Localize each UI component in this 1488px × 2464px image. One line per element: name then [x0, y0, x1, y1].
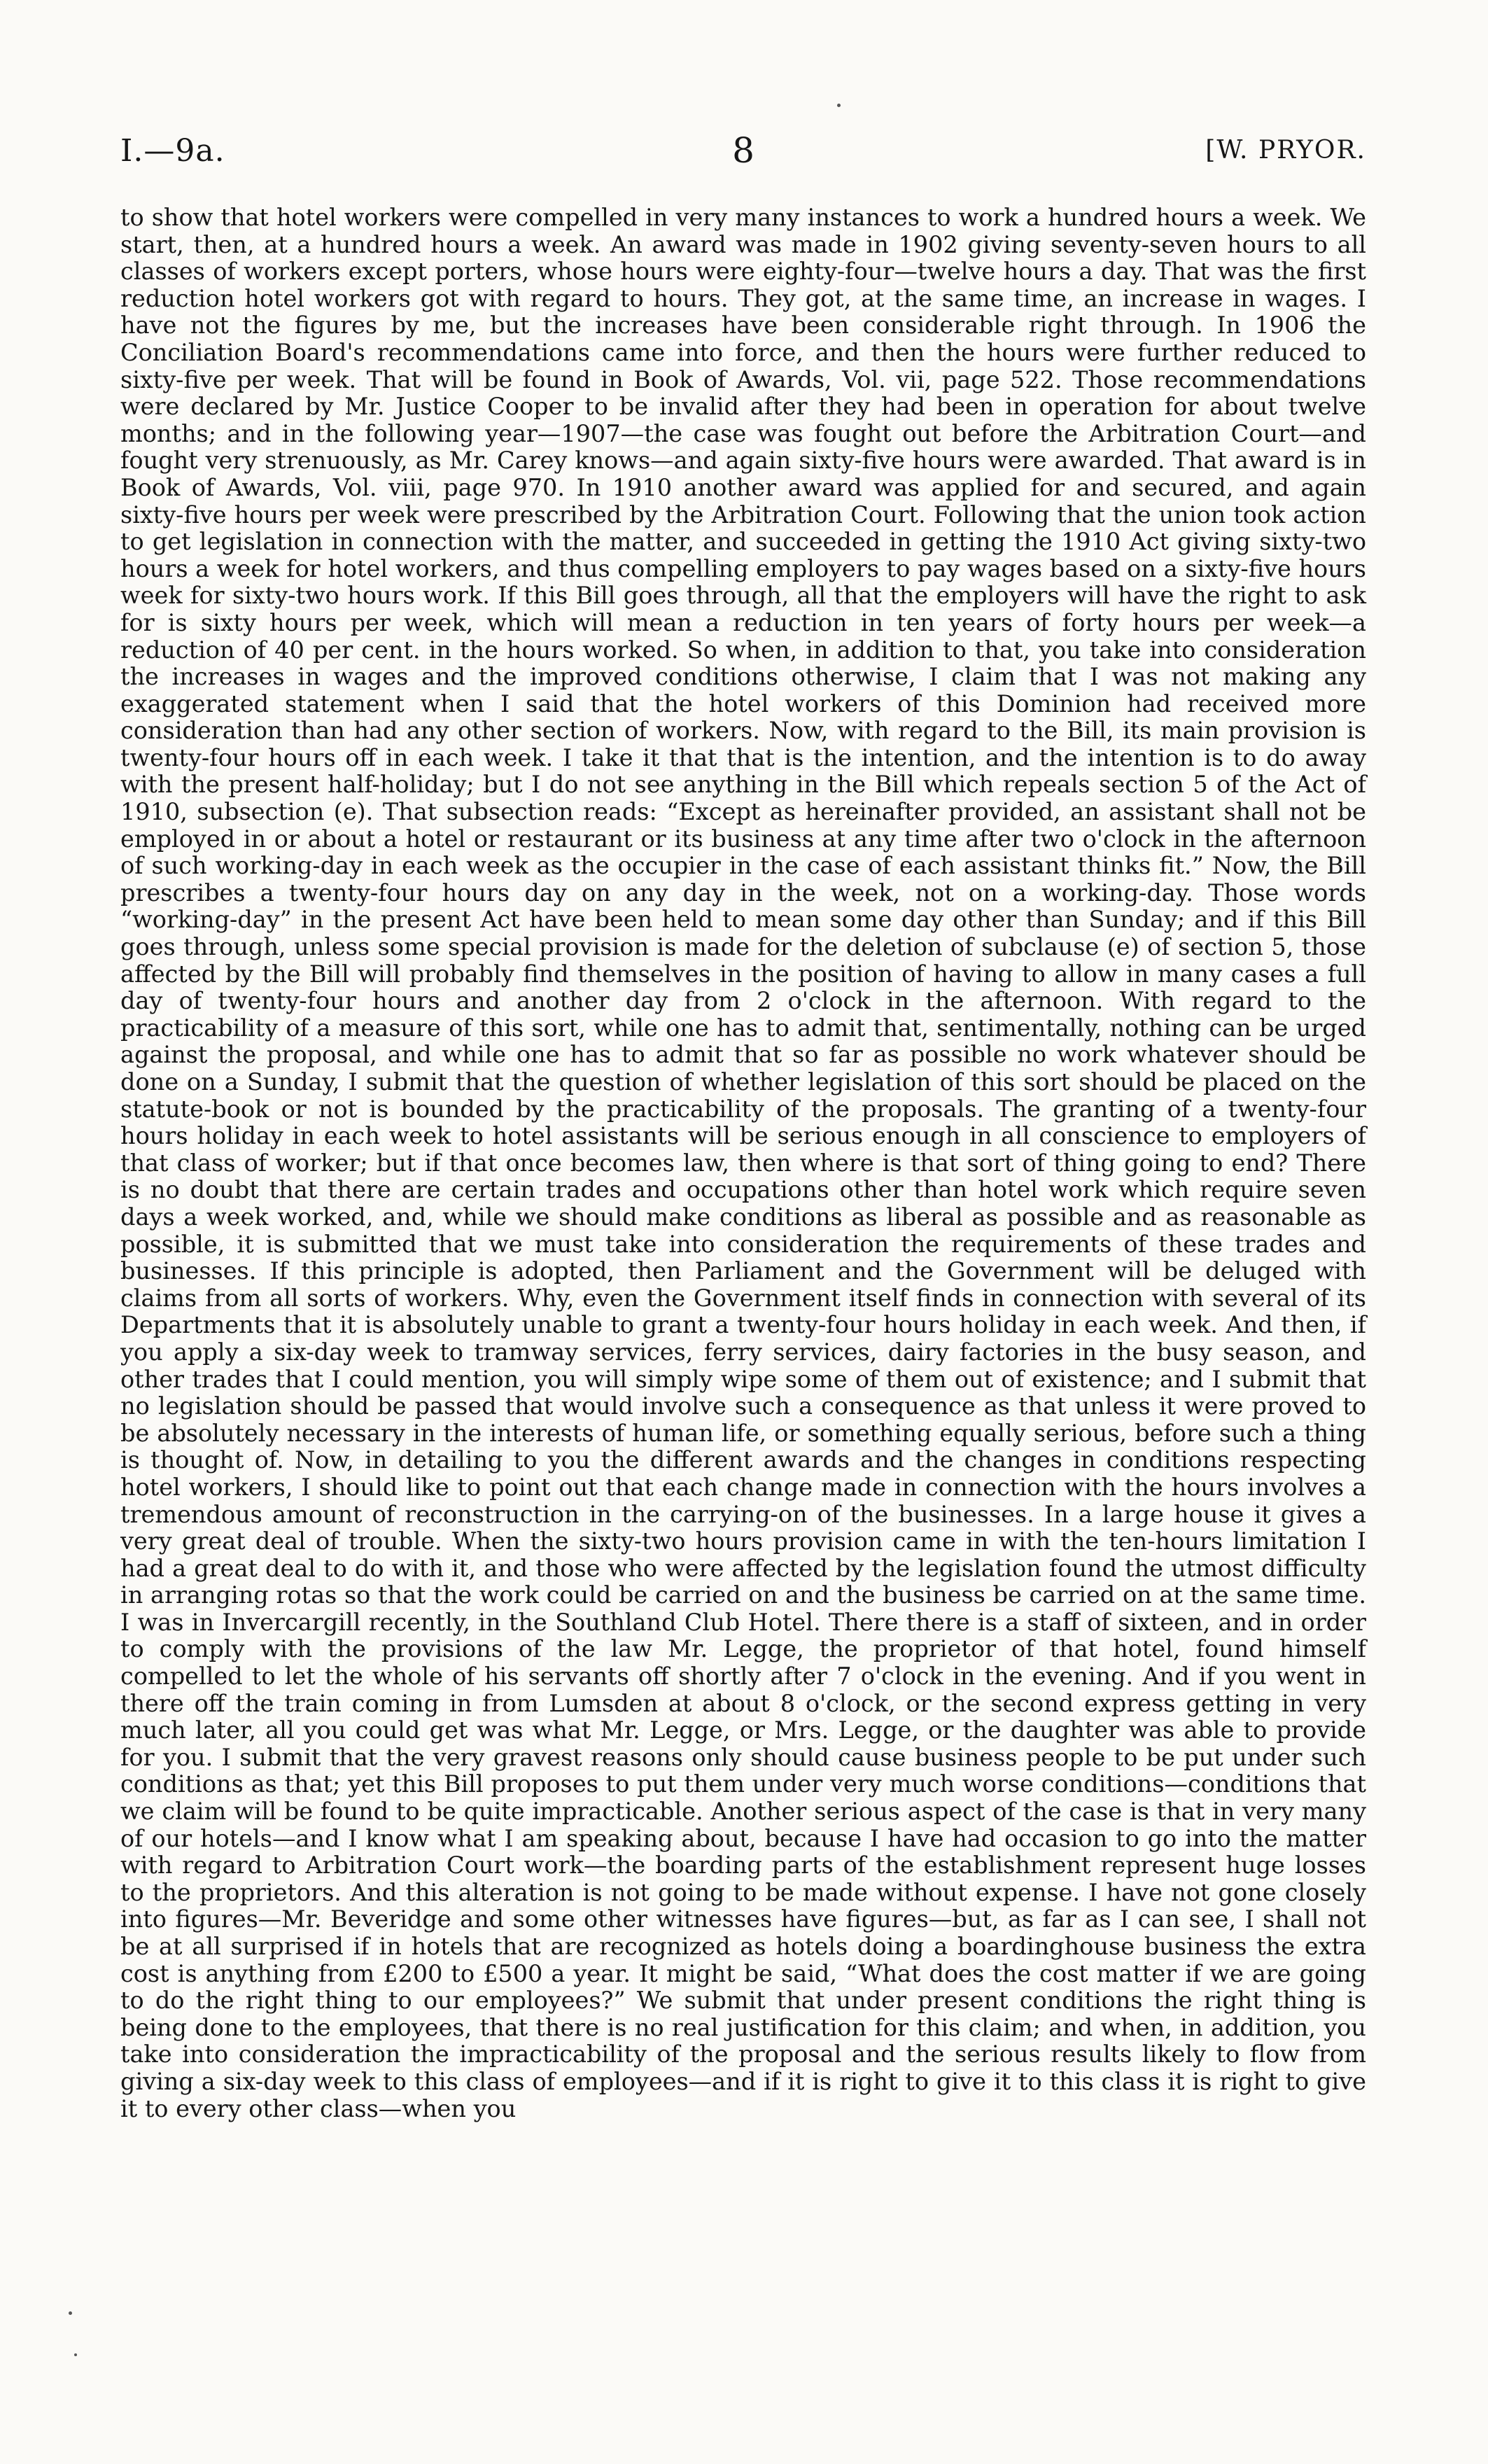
- scan-speck: [69, 2311, 72, 2315]
- speaker-name: [W. PRYOR.: [1205, 136, 1366, 164]
- scan-speck: [837, 104, 841, 107]
- document-reference: I.—9a.: [120, 133, 225, 169]
- scan-speck: [74, 2353, 77, 2356]
- page-number: 8: [732, 130, 754, 171]
- page-header: [120, 130, 1366, 182]
- body-paragraph: to show that hotel workers were compelled in very many instances to work a hundred hours a week. We start, then, at a hundred hours a week. An award was made in 1902 giving seventy-seven hours to all classes of workers except porters, whose hours were eighty-four—twelve hours a day. That was the first reduction hotel workers got with regard to hours. They got, at the same time, an increase in wages. I have not the figures by me, but the increases have been considerable right through. In 1906 the Conciliation Board's recommendations came into force, and then the hours were further reduced to sixty-five per week. That will be found in Book of Awards, Vol. vii, page 522. Those recommendations were declared by Mr. Justice Cooper to be invalid after they had been in operation for about twelve months; and in the following year—1907—the case was fought out before the Arbitration Court—and fought very strenuously, as Mr. Carey knows—and again sixty-five hours were awarded. That award is in Book of Awards, Vol. viii, page 970. In 1910 another award was applied for and secured, and again sixty-five hours per week were prescribed by the Arbitration Court. Following that the union took action to get legislation in connection with the matter, and succeeded in getting the 1910 Act giving sixty-two hours a week for hotel workers, and thus compelling employers to pay wages based on a sixty-five hours week for sixty-two hours work. If this Bill goes through, all that the employers will have the right to ask for is sixty hours per week, which will mean a reduction in ten years of forty hours per week—a reduction of 40 per cent. in the hours worked. So when, in addition to that, you take into consideration the increases in wages and the improved conditions otherwise, I claim that I was not making any exaggerated statement when I said that the hotel workers of this Dominion had received more consideration than had any other section of workers. Now, with regard to the Bill, its main provision is twenty-four hours off in each week. I take it that that is the intention, and the intention is to do away with the present half-holiday; but I do not see anything in the Bill which repeals section 5 of the Act of 1910, subsection (e). That subsection reads: “Except as hereinafter provided, an assistant shall not be employed in or about a hotel or restaurant or its business at any time after two o'clock in the afternoon of such working-day in each week as the occupier in the case of each assistant thinks fit.” Now, the Bill prescribes a twenty-four hours day on any day in the week, not on a working-day. Those words “working-day” in the present Act have been held to mean some day other than Sunday; and if this Bill goes through, unless some special provision is made for the deletion of subclause (e) of section 5, those affected by the Bill will probably find themselves in the position of having to allow in many cases a full day of twenty-four hours and another day from 2 o'clock in the afternoon. With regard to the practicability of a measure of this sort, while one has to admit that, sentimentally, nothing can be urged against the proposal, and while one has to admit that so far as possible no work whatever should be done on a Sunday, I submit that the question of whether legislation of this sort should be placed on the statute-book or not is bounded by the practicability of the proposals. The granting of a twenty-four hours holiday in each week to hotel assistants will be serious enough in all conscience to employers of that class of worker; but if that once becomes law, then where is that sort of thing going to end? There is no doubt that there are certain trades and occupations other than hotel work which require seven days a week worked, and, while we should make conditions as liberal as possible and as reasonable as possible, it is submitted that we must take into consideration the requirements of these trades and businesses. If this principle is adopted, then Parliament and the Government will be deluged with claims from all sorts of workers. Why, even the Government itself finds in connection with several of its Departments that it is absolutely unable to grant a twenty-four hours holiday in each week. And then, if you apply a six-day week to tramway services, ferry services, dairy factories in the busy season, and other trades that I could mention, you will simply wipe some of them out of existence; and I submit that no legislation should be passed that would involve such a consequence as that unless it were proved to be absolutely necessary in the interests of human life, or something equally serious, before such a thing is thought of. Now, in detailing to you the different awards and the changes in conditions respecting hotel workers, I should like to point out that each change made in connection with the hours involves a tremendous amount of reconstruction in the carrying-on of the businesses. In a large house it gives a very great deal of trouble. When the sixty-two hours provision came in with the ten-hours limitation I had a great deal to do with it, and those who were affected by the legislation found the utmost difficulty in arranging rotas so that the work could be carried on and the business be carried on at the same time. I was in Invercargill recently, in the Southland Club Hotel. There there is a staff of sixteen, and in order to comply with the provisions of the law Mr. Legge, the proprietor of that hotel, found himself compelled to let the whole of his servants off shortly after 7 o'clock in the evening. And if you went in there off the train coming in from Lumsden at about 8 o'clock, or the second express getting in very much later, all you could get was what Mr. Legge, or Mrs. Legge, or the daughter was able to provide for you. I submit that the very gravest reasons only should cause business people to be put under such conditions as that; yet this Bill proposes to put them under very much worse conditions—conditions that we claim will be found to be quite impracticable. Another serious aspect of the case is that in very many of our hotels—and I know what I am speaking about, because I have had occasion to go into the matter with regard to Arbitration Court work—the boarding parts of the establishment represent huge losses to the proprietors. And this alteration is not going to be made without expense. I have not gone closely into figures—Mr. Beveridge and some other witnesses have figures—but, as far as I can see, I shall not be at all surprised if in hotels that are recognized as hotels doing a boardinghouse business the extra cost is anything from £200 to £500 a year. It might be said, “What does the cost matter if we are going to do the right thing to our employees?” We submit that under present conditions the right thing is being done to the employees, that there is no real justification for this claim; and when, in addition, you take into consideration the impracticability of the proposal and the serious results likely to flow from giving a six-day week to this class of employees—and if it is right to give it to this class it is right to give it to every other class—when you: [120, 204, 1366, 2122]
